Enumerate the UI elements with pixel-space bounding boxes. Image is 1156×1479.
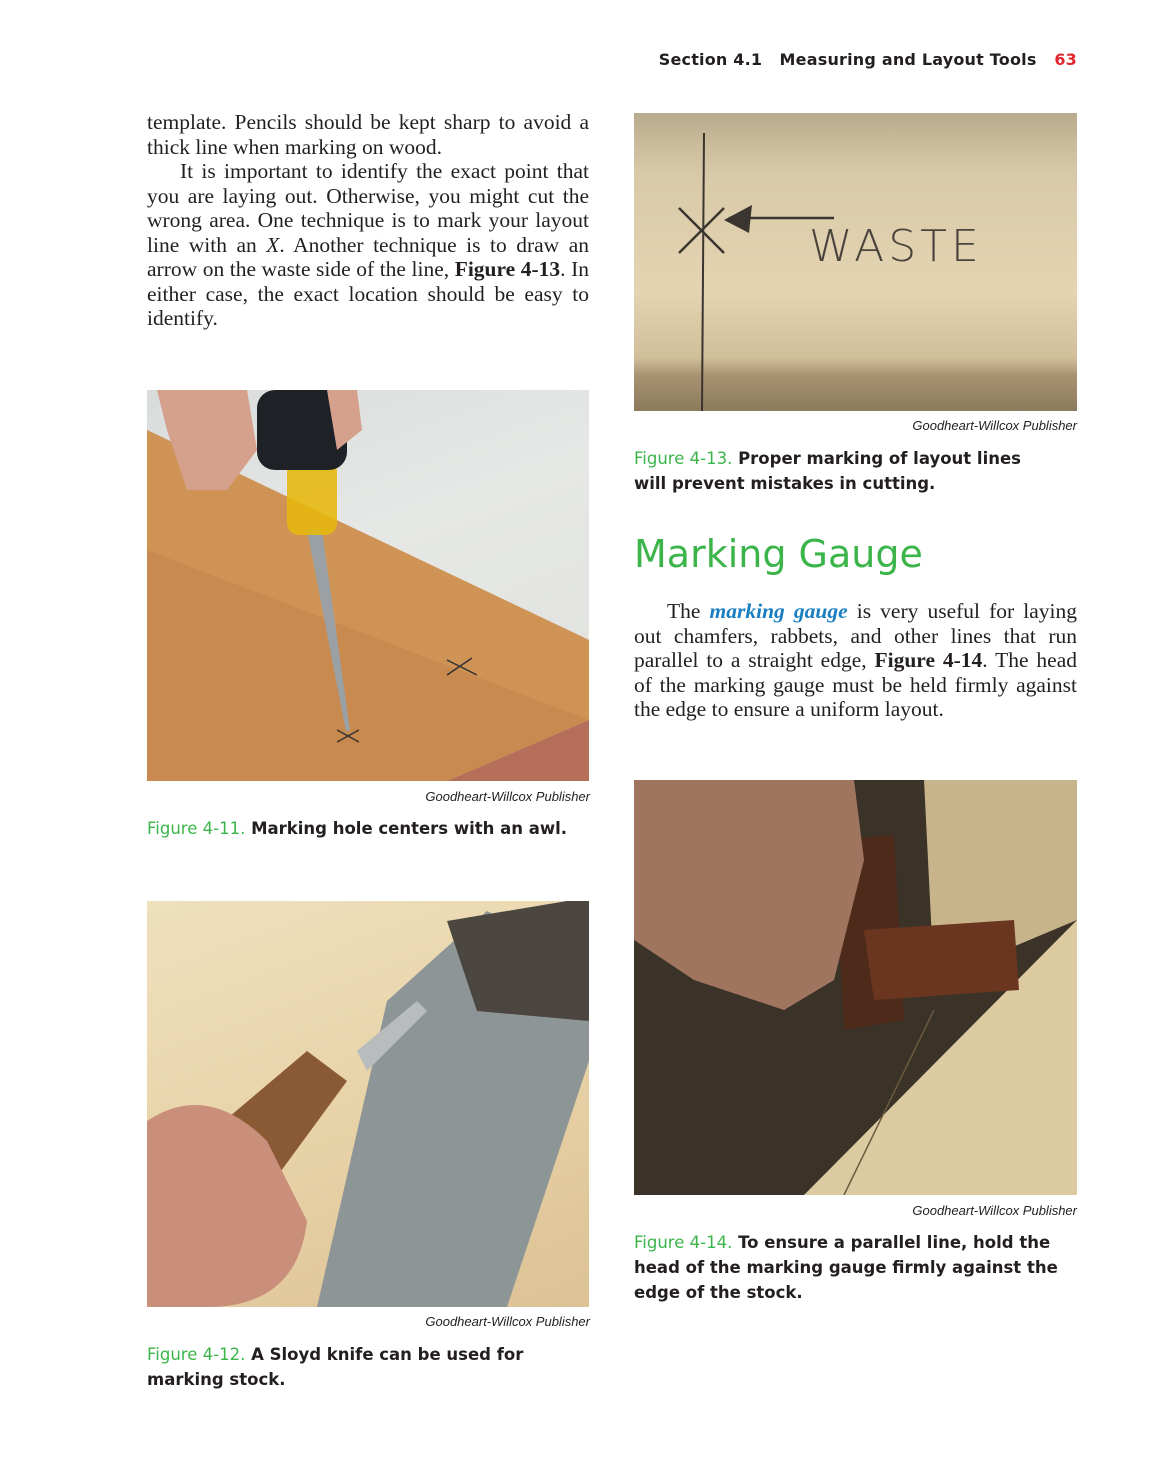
figure-label: Figure 4-13. bbox=[634, 449, 733, 468]
figure-4-13-photo bbox=[634, 113, 1077, 411]
photo-credit: Goodheart-Willcox Publisher bbox=[425, 1314, 590, 1329]
caption-text: Proper marking of layout lines will prevent mistakes in cutting. bbox=[634, 449, 1022, 493]
text: It is important to identify the exact point that you are laying out. Otherwise, you might cut the wrong area. One technique is to mark your layout line with an bbox=[147, 159, 589, 257]
text: X bbox=[266, 232, 280, 257]
paragraph: template. Pencils should be kept sharp to avoid a thick line when marking on wood. bbox=[147, 110, 589, 159]
section-number: Section 4.1 bbox=[658, 50, 763, 69]
figure-label: Figure 4-14. bbox=[634, 1233, 733, 1252]
page-number: 63 bbox=[1054, 50, 1077, 69]
figure-4-11-photo bbox=[147, 390, 589, 781]
figure-4-14-photo bbox=[634, 780, 1077, 1195]
figure-caption bbox=[634, 1230, 1074, 1305]
knife-and-square-illustration bbox=[147, 901, 589, 1307]
paragraph bbox=[147, 159, 589, 331]
caption-text: To ensure a parallel line, hold the head of the marking gauge firmly against the edge of the stock. bbox=[634, 1233, 1058, 1302]
key-term: marking gauge bbox=[709, 599, 848, 623]
right-column-text bbox=[634, 599, 1077, 722]
text: . Another technique is to draw an arrow on the waste side of the line, bbox=[147, 232, 589, 281]
photo-credit: Goodheart-Willcox Publisher bbox=[912, 418, 1077, 433]
left-column-text bbox=[147, 110, 589, 331]
section-title: Measuring and Layout Tools bbox=[779, 50, 1037, 69]
section-heading: Marking Gauge bbox=[634, 532, 923, 576]
awl-on-board-illustration bbox=[147, 390, 589, 781]
figure-label: Figure 4-12. bbox=[147, 1345, 246, 1364]
figure-reference: Figure 4-13 bbox=[454, 257, 561, 281]
paragraph bbox=[634, 599, 1077, 722]
text: is very useful for laying out chamfers, rabbets, and other lines that run parallel to a straight edge, bbox=[634, 599, 1077, 672]
figure-caption bbox=[634, 446, 1044, 496]
figure-reference: Figure 4-14 bbox=[874, 648, 983, 672]
figure-label: Figure 4-11. bbox=[147, 819, 246, 838]
caption-text: A Sloyd knife can be used for marking stock. bbox=[147, 1345, 524, 1389]
figure-caption bbox=[147, 816, 589, 841]
running-header bbox=[659, 50, 1077, 69]
text: The bbox=[667, 599, 710, 623]
photo-credit: Goodheart-Willcox Publisher bbox=[425, 789, 590, 804]
text: . In either case, the exact location should be easy to identify. bbox=[147, 257, 590, 330]
photo-credit: Goodheart-Willcox Publisher bbox=[912, 1203, 1077, 1218]
marking-gauge-illustration bbox=[634, 780, 1077, 1195]
text: . The head of the marking gauge must be held firmly against the edge to ensure a uniform layout. bbox=[634, 648, 1078, 721]
figure-caption bbox=[147, 1342, 589, 1392]
figure-4-12-photo bbox=[147, 901, 589, 1307]
waste-label: WASTE bbox=[809, 221, 983, 272]
caption-text: Marking hole centers with an awl. bbox=[251, 819, 568, 838]
